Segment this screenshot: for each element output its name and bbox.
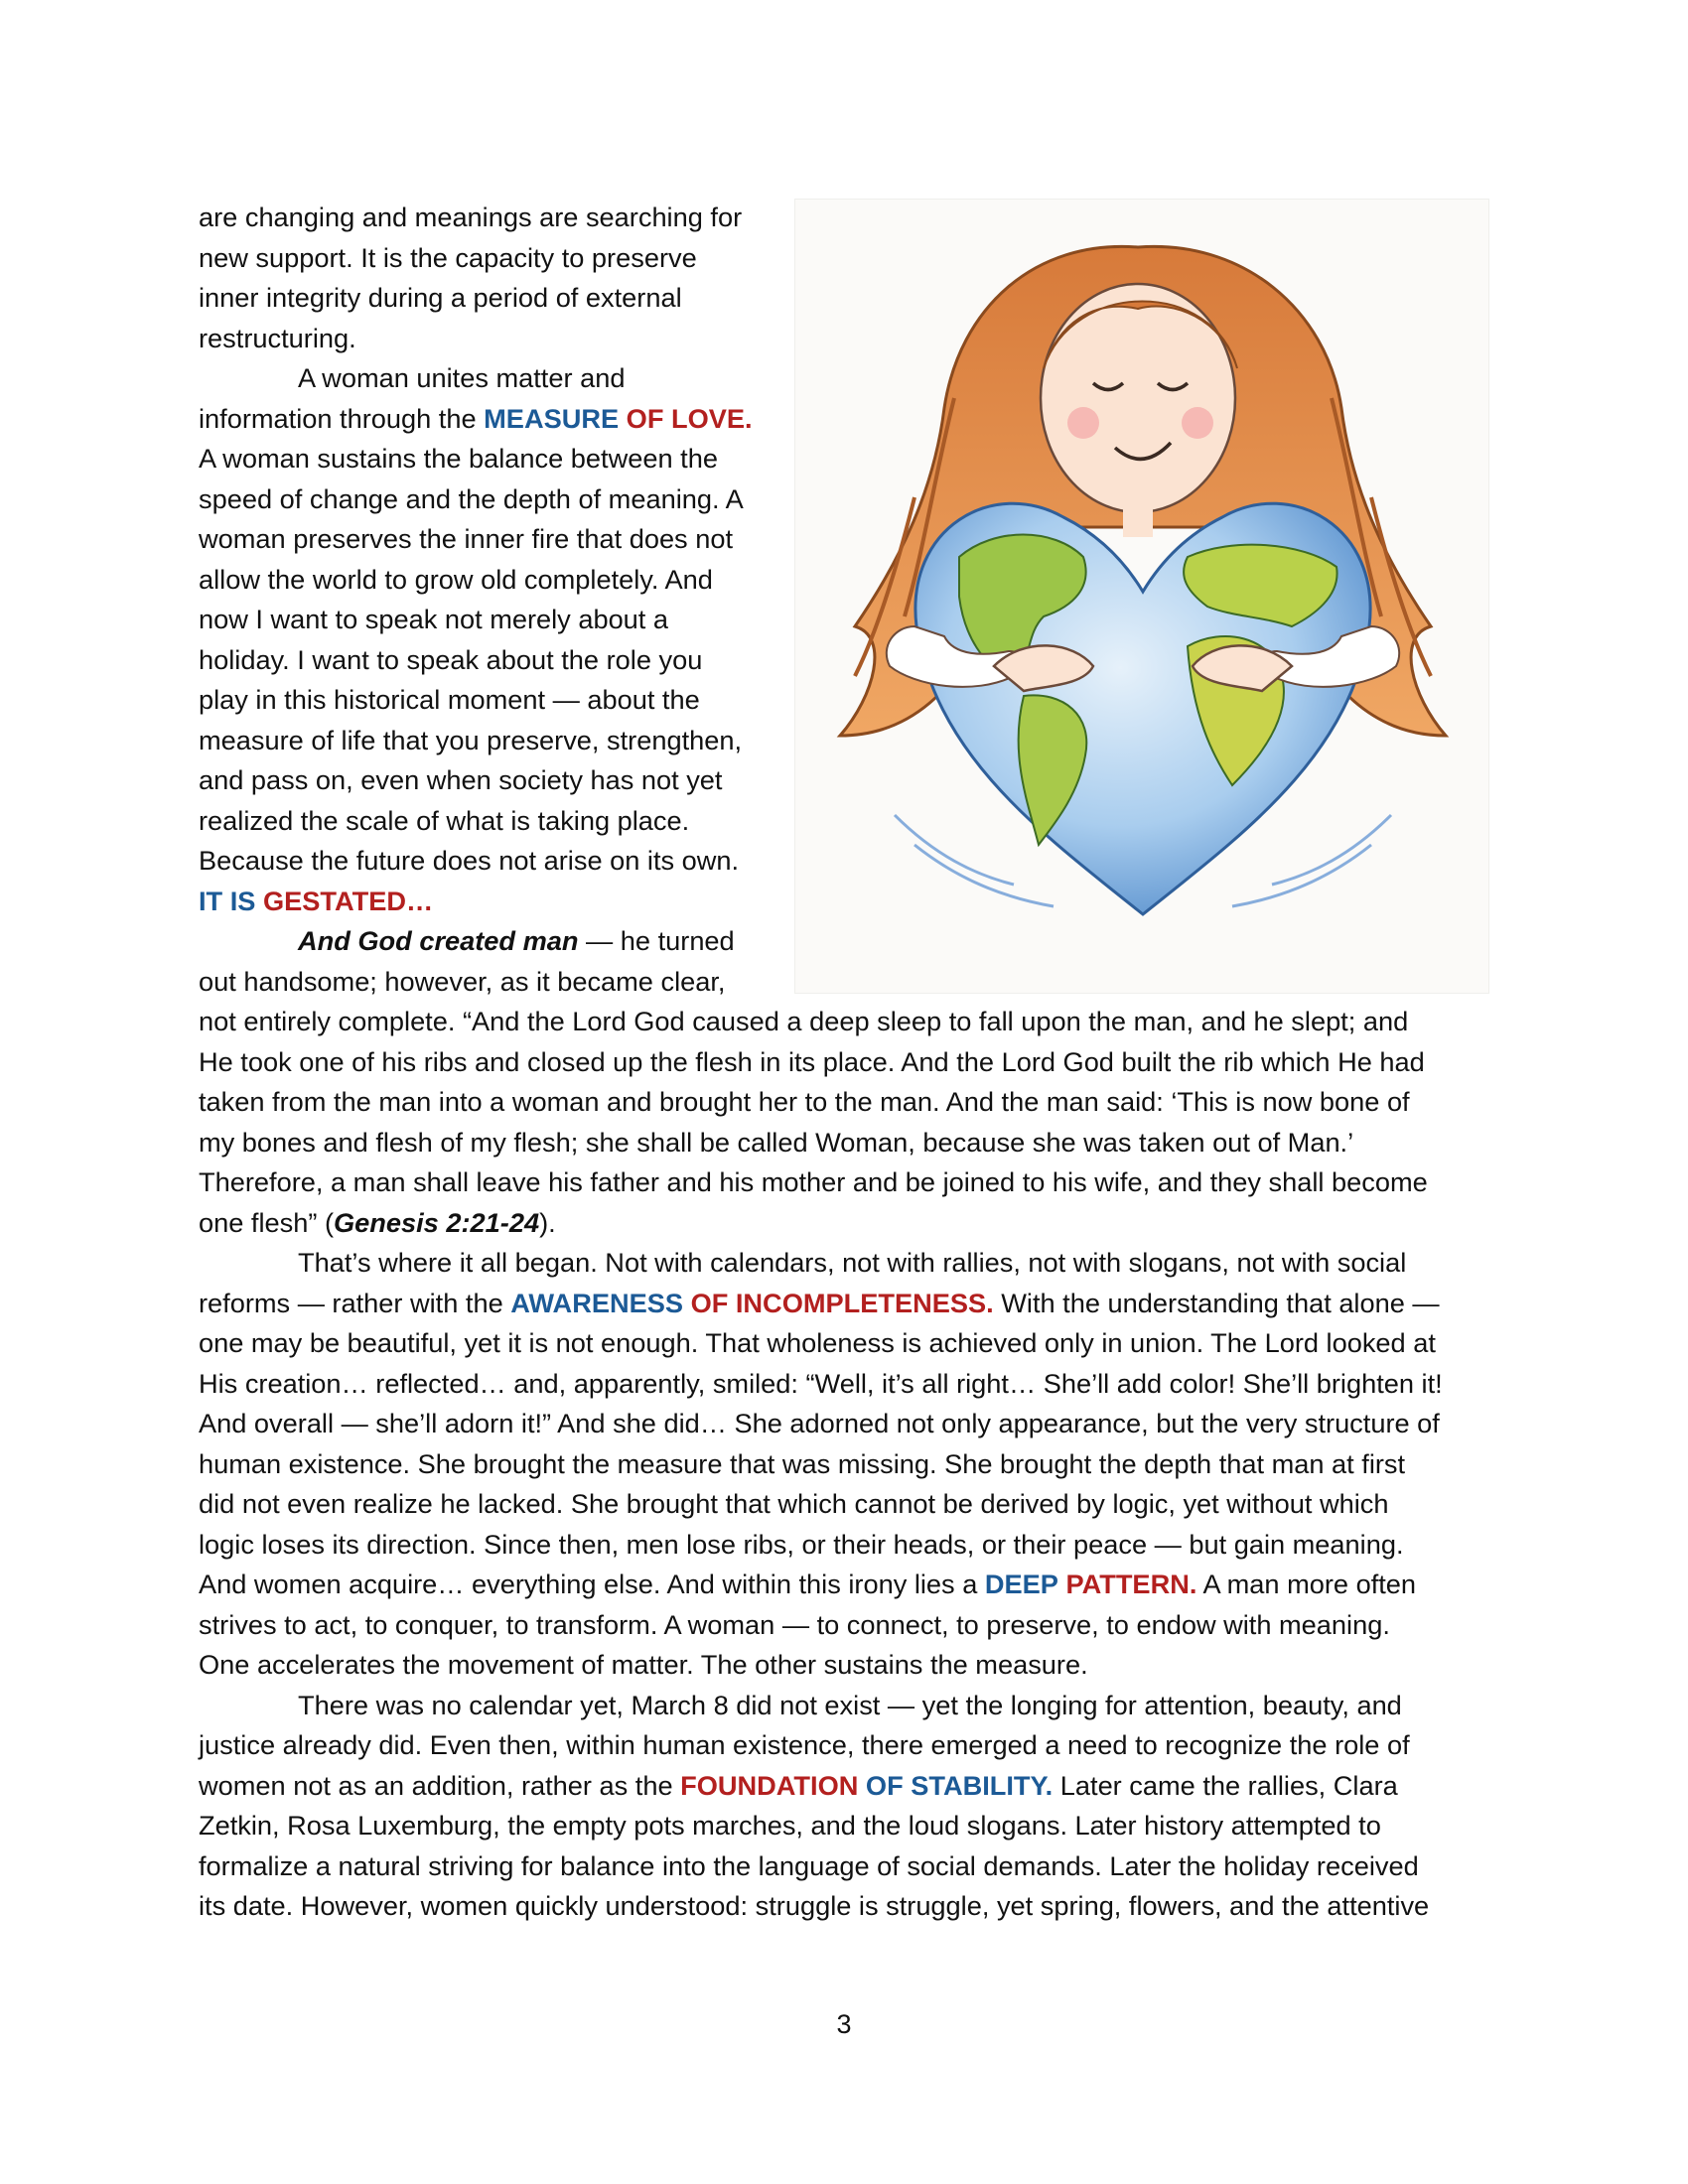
highlight-awareness: AWARENESS: [510, 1287, 683, 1318]
text-line: one may be beautiful, yet it is not enough. That wholeness is achieved only in union. The Lord looked at: [199, 1327, 1436, 1358]
text-line: measure of life that you preserve, strengthen,: [199, 724, 743, 755]
highlight-gestated: GESTATED…: [262, 885, 434, 916]
text-line: [199, 1203, 1489, 1244]
text-line: out handsome; however, as it became clear,: [199, 965, 726, 997]
text-line: formalize a natural striving for balance into the language of social demands. Later the holiday received: [199, 1849, 1419, 1881]
text-span: one flesh” (: [199, 1206, 335, 1238]
text-line: [199, 1284, 1489, 1324]
text-line: are changing and meanings are searching for: [199, 202, 743, 232]
page-number: 3: [836, 2009, 852, 2039]
text-line: [199, 1565, 1489, 1605]
text-line: justice already did. Even then, within human existence, there emerged a need to recognize the role of: [199, 1729, 1410, 1760]
highlight-it-is: IT IS: [199, 885, 256, 916]
genesis-reference: Genesis 2:21-24: [334, 1206, 540, 1238]
text-span: — he turned: [578, 925, 735, 956]
text-line: [199, 1766, 1489, 1807]
highlight-of-stability: OF STABILITY.: [865, 1769, 1054, 1801]
emphasis-god-created: And God created man: [298, 925, 579, 956]
face-shape: [1041, 284, 1235, 512]
highlight-measure: MEASURE: [484, 402, 620, 434]
highlight-incompleteness: OF INCOMPLETENESS.: [690, 1287, 994, 1318]
text-line: holiday. I want to speak about the role you: [199, 643, 703, 675]
text-line: Therefore, a man shall leave his father and his mother and be joined to his wife, and they shall become: [199, 1166, 1428, 1197]
text-line: and pass on, even when society has not yet: [199, 764, 723, 795]
highlight-pattern: PATTERN.: [1065, 1569, 1197, 1599]
text-line: did not even realize he lacked. She brought that which cannot be derived by logic, yet without which: [199, 1488, 1389, 1519]
highlight-foundation: FOUNDATION: [680, 1769, 859, 1801]
text-line: [199, 921, 784, 962]
woman-hugging-earth-illustration: [794, 199, 1489, 994]
text-span: ).: [539, 1206, 556, 1238]
text-line: [199, 882, 784, 922]
text-line: my bones and flesh of my flesh; she shall be called Woman, because she was taken out of Man.’: [199, 1126, 1354, 1158]
highlight-of-love: OF LOVE.: [626, 402, 753, 434]
text-line: [199, 399, 784, 440]
text-line: Zetkin, Rosa Luxemburg, the empty pots marches, and the loud slogans. Later history attempted to: [199, 1810, 1381, 1841]
text-line: There was no calendar yet, March 8 did not exist — yet the longing for attention, beauty, and: [298, 1689, 1402, 1720]
highlight-deep: DEEP: [984, 1569, 1058, 1599]
text-line: One accelerates the movement of matter. The other sustains the measure.: [199, 1649, 1088, 1680]
text-line: A woman sustains the balance between the: [199, 443, 718, 474]
text-line: speed of change and the depth of meaning. A: [199, 482, 744, 514]
text-span: women not as an addition, rather as the: [199, 1769, 681, 1801]
text-line: human existence. She brought the measure that was missing. She brought the depth that man at first: [199, 1447, 1406, 1479]
text-span: information through the: [199, 402, 485, 434]
text-span: Later came the rallies, Clara: [1053, 1769, 1398, 1801]
text-span: reforms — rather with the: [199, 1287, 511, 1318]
text-line: now I want to speak not merely about a: [199, 604, 669, 634]
text-line: strives to act, to conquer, to transform. A woman — to connect, to preserve, to endow with meaning.: [199, 1608, 1390, 1640]
text-line: A woman unites matter and: [298, 362, 626, 393]
text-line: realized the scale of what is taking place.: [199, 804, 690, 836]
text-line: not entirely complete. “And the Lord God caused a deep sleep to fall upon the man, and he slept; and: [199, 1006, 1409, 1036]
text-line: inner integrity during a period of external: [199, 282, 682, 313]
text-span: A man more often: [1196, 1569, 1417, 1599]
top-text-column: [199, 198, 784, 1002]
text-line: And overall — she’ll adorn it!” And she did… She adorned not only appearance, but the very structure of: [199, 1408, 1440, 1438]
text-line: restructuring.: [199, 322, 356, 353]
text-line: That’s where it all began. Not with calendars, not with rallies, not with slogans, not with social: [298, 1247, 1407, 1278]
text-line: new support. It is the capacity to preserve: [199, 241, 697, 273]
bottom-text-column: [199, 1002, 1489, 1927]
text-line: allow the world to grow old completely. And: [199, 563, 713, 595]
text-line: taken from the man into a woman and brought her to the man. And the man said: ‘This is now bone of: [199, 1086, 1410, 1117]
text-line: its date. However, women quickly understood: struggle is struggle, yet spring, flowers, and the attentive: [199, 1890, 1430, 1921]
text-line: logic loses its direction. Since then, men lose ribs, or their heads, or their peace — but gain meaning.: [199, 1528, 1404, 1560]
text-line: His creation… reflected… and, apparently, smiled: “Well, it’s all right… She’ll add color! She’ll brighten it!: [199, 1367, 1443, 1399]
text-line: play in this historical moment — about the: [199, 684, 700, 715]
text-span: With the understanding that alone —: [993, 1287, 1440, 1318]
text-span: And women acquire… everything else. And within this irony lies a: [199, 1569, 985, 1599]
text-line: Because the future does not arise on its own.: [199, 845, 740, 876]
text-line: woman preserves the inner fire that does not: [199, 523, 734, 554]
text-line: He took one of his ribs and closed up the flesh in its place. And the Lord God built the rib which He had: [199, 1045, 1425, 1077]
